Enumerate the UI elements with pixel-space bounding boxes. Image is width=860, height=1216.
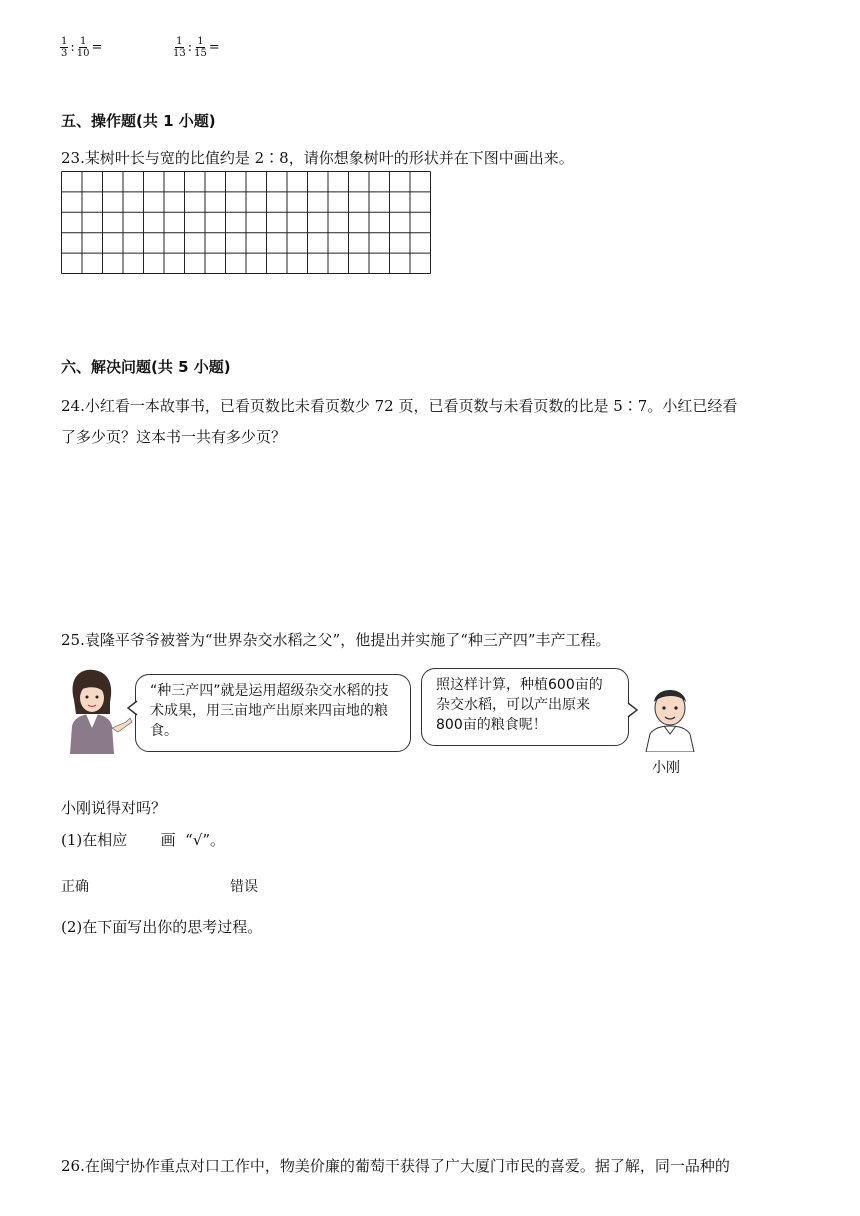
equals-sign: = (91, 40, 103, 55)
question-25-prompt: 小刚说得对吗？ (61, 799, 167, 817)
boy-label: 小刚 (652, 760, 680, 776)
ratio-expression-1 (60, 36, 102, 59)
speech-bubble-left: “种三产四”就是运用超级杂交水稻的技术成果，用三亩地产出原来四亩地的粮食。 (135, 674, 411, 752)
ratio-colon: : (70, 40, 75, 55)
section-heading-6: 六、解决问题(共 5 小题) (61, 358, 231, 376)
drawing-grid[interactable] (61, 171, 431, 274)
fraction: $\frac{1}{13}$ (173, 36, 186, 59)
question-23-text: 23.某树叶长与宽的比值约是 2∶8，请你想象树叶的形状并在下图中画出来。 (61, 149, 574, 167)
fraction: $\frac{1}{3}$ (61, 36, 68, 59)
ratio-expression-2 (173, 36, 220, 59)
question-25-sub-2: (2)在下面写出你的思考过程。 (61, 918, 263, 936)
option-correct[interactable]: 正确 (61, 879, 89, 895)
question-25-sub-1: (1)在相应 画 “√”。 (61, 831, 226, 849)
speech-bubble-right: 照这样计算，种植600亩的杂交水稻，可以产出原来800亩的粮食呢！ (421, 668, 629, 746)
bubble-tail-right (627, 702, 639, 718)
section-heading-5: 五、操作题(共 1 小题) (61, 112, 216, 130)
fraction: $\frac{1}{15}$ (194, 36, 207, 59)
option-wrong[interactable]: 错误 (230, 879, 258, 895)
question-26-text: 26.在闽宁协作重点对口工作中，物美价廉的葡萄干获得了广大厦门市民的喜爱。据了解，同一品种的 (61, 1157, 730, 1175)
question-25-text: 25.袁隆平爷爷被誉为“世界杂交水稻之父”，他提出并实施了“种三产四”丰产工程。 (61, 631, 611, 649)
fraction: $\frac{1}{10}$ (76, 36, 90, 59)
ratio-colon: : (187, 40, 193, 55)
boy-illustration (640, 680, 700, 752)
question-24-line-2: 了多少页？这本书一共有多少页？ (61, 428, 287, 446)
equals-sign: = (208, 40, 220, 55)
question-24-line-1: 24.小红看一本故事书，已看页数比未看页数少 72 页，已看页数与未看页数的比是 5∶7。小红已经看 (61, 397, 738, 415)
bubble-tail-left (127, 700, 139, 716)
